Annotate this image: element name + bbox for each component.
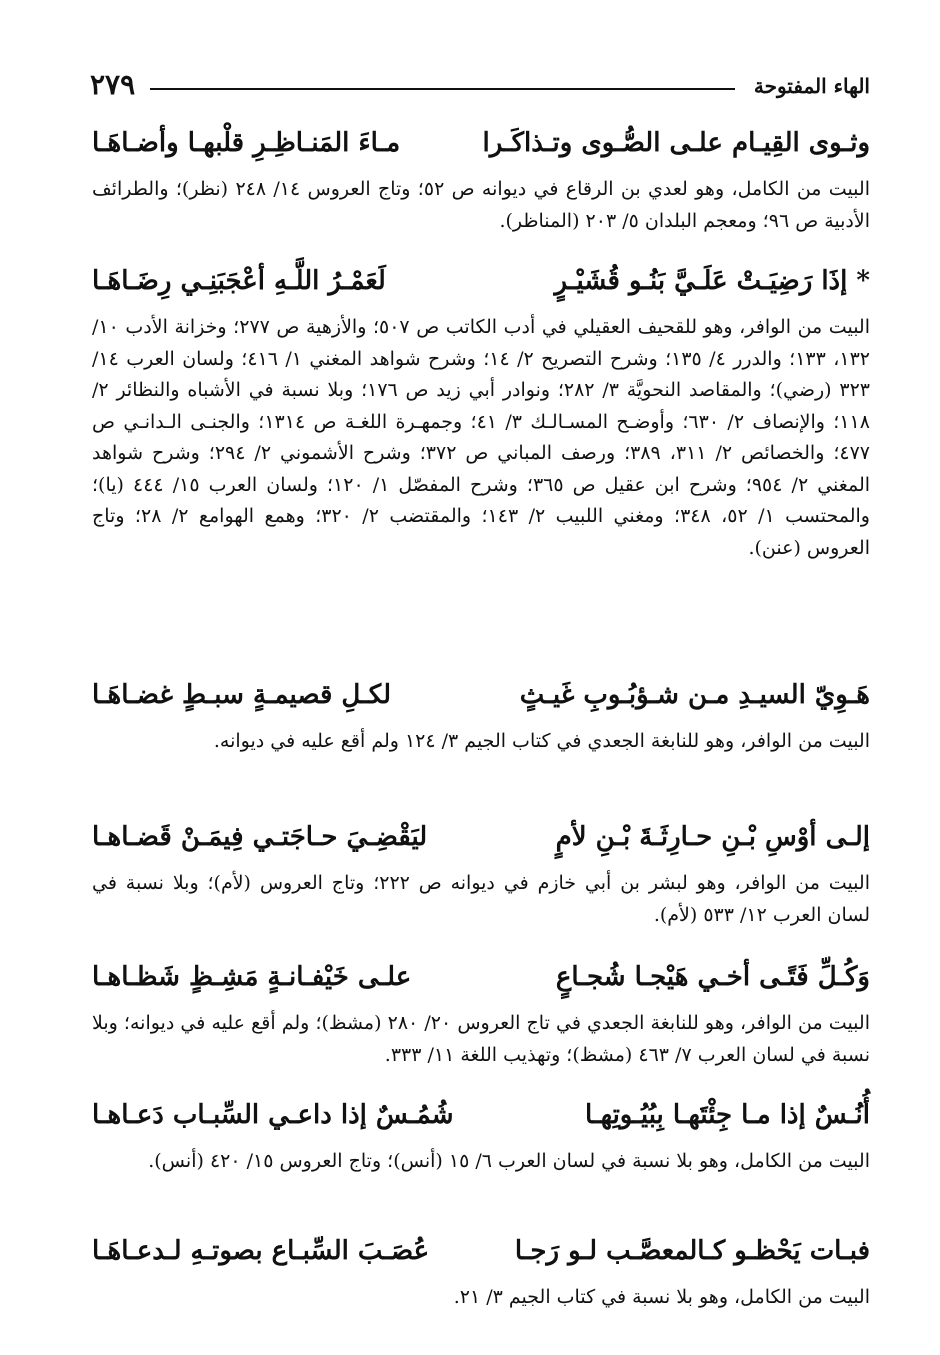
verse-entry-6 — [92, 1100, 870, 1178]
page-number: ٢٧٩ — [90, 68, 136, 101]
first-hemistich: * إذَا رَضِيَـتْ عَلَـيَّ بَنُـو قُشَيْـرٍ — [554, 266, 870, 296]
verse-line — [92, 962, 870, 1006]
verse-note: البيت من الوافر، وهو للنابغة الجعدي في كتاب الجيم ٣/ ١٢٤ ولم أقع عليه في ديوانه. — [213, 730, 870, 752]
first-hemistich: إلـى أوْسِ بْـنِ حـارِثَـةَ بْـنِ لأمٍ — [555, 822, 870, 852]
verse-line — [92, 266, 870, 310]
verse-entry-2 — [92, 266, 870, 564]
verse-note: البيت من الكامل، وهو بلا نسبة في كتاب الجيم ٣/ ٢١. — [453, 1286, 870, 1308]
second-hemistich: لَعَمْـرُ اللَّـهِ أعْجَبَنِـي رِضَـاهَـا — [92, 266, 386, 296]
verse-line — [92, 822, 870, 866]
first-hemistich: هَـوِيّ السيـدِ مـن شـؤبُـوبِ غَيـثٍ — [519, 680, 870, 710]
section-title: الهاء المفتوحة — [753, 74, 870, 98]
verse-note: البيت من الوافر، وهو لبشر بن أبي خازم في ديوانه ص ٢٢٢؛ وتاج العروس (لأم)؛ وبلا نسبة في لسان العرب ١٢/ ٥٣٣ (لأم). — [92, 872, 870, 926]
verse-line — [92, 1236, 870, 1280]
second-hemistich: عُصَـبَ السِّبـاع بصوتـهِ لـدعـاهَـا — [92, 1236, 430, 1266]
first-hemistich: فبـات يَحْظـو كـالمعصَّـب لـو رَجـا — [514, 1236, 870, 1266]
first-hemistich: أُنُـسٌ إذا مـا جِئْتَهـا بِبُيُـوتِهـا — [585, 1100, 870, 1130]
verse-line — [92, 680, 870, 724]
second-hemistich: شُمُـسٌ إذا داعـي السِّبـاب دَعـاهـا — [92, 1100, 454, 1130]
verse-entry-5 — [92, 962, 870, 1071]
first-hemistich: وثـوى القِيـام علـى الصُّـوى وتـذاكَـرا — [482, 128, 870, 158]
second-hemistich: لكـلِ قصيمـةٍ سبـطٍ غضـاهَـا — [92, 680, 392, 710]
second-hemistich: مـاءَ المَنـاظِـرِ قلْبهـا وأضـاهَـا — [92, 128, 401, 158]
verse-entry-4 — [92, 822, 870, 931]
verse-note: البيت من الوافر، وهو للنابغة الجعدي في تاج العروس ٢٠/ ٢٨٠ (مشظ)؛ ولم أقع عليه في ديوانه؛ وبلا نسبة في لسان العرب ٧/ ٤٦٣ (مشظ)؛ وتهذيب اللغة ١١/ ٣٣٣. — [92, 1012, 870, 1066]
first-hemistich: وَكُـلِّ فَتًـى أخـي هَيْجـا شُجـاعٍ — [555, 962, 870, 992]
verse-note: البيت من الكامل، وهو لعدي بن الرقاع في ديوانه ص ٥٢؛ وتاج العروس ١٤/ ٢٤٨ (نظر)؛ والطرائف الأدبية ص ٩٦؛ ومعجم البلدان ٥/ ٢٠٣ (المناظر). — [92, 178, 870, 232]
verse-note: البيت من الوافر، وهو للقحيف العقيلي في أدب الكاتب ص ٥٠٧؛ والأزهية ص ٢٧٧؛ وخزانة الأدب ١٠/ ١٣٢، ١٣٣؛ والدرر ٤/ ١٣٥؛ وشرح التصريح ٢/ ١٤؛ وشرح شواهد المغني ١/ ٤١٦؛ ولسان العرب ١٤/ ٣٢٣ (رضي)؛ والمقاصد النحويَّة ٣/ ٢٨٢؛ ونوادر أبي زيد ص ١٧٦؛ وبلا نسبة في الأشباه والنظائر ٢/ ١١٨؛ والإنصاف ٢/ ٦٣٠؛ وأوضـح المسـالـك ٣/ ٤١؛ وجمهـرة اللغـة ص ١٣١٤؛ والجنـى الـدانـي ص ٤٧٧؛ والخصائص ٢/ ٣١١، ٣٨٩؛ ورصف المباني ص ٣٧٢؛ وشرح الأشموني ٢/ ٢٩٤؛ وشرح شواهد المغني ٢/ ٩٥٤؛ وشرح ابن عقيل ص ٣٦٥؛ وشرح المفصّل ١/ ١٢٠؛ ولسان العرب ١٥/ ٤٤٤ (يا)؛ والمحتسب ١/ ٥٢، ٣٤٨؛ ومغني اللبيب ٢/ ١٤٣؛ والمقتضب ٢/ ٣٢٠؛ وهمع الهوامع ٢/ ٢٨؛ وتاج العروس (عنن). — [92, 316, 871, 559]
verse-entry-1 — [92, 128, 870, 237]
second-hemistich: علـى خَيْفـانـةٍ مَشِـظٍ شَظـاهـا — [92, 962, 412, 992]
running-header — [90, 70, 870, 110]
header-rule — [150, 88, 735, 90]
verse-entry-3 — [92, 680, 870, 758]
verse-note: البيت من الكامل، وهو بلا نسبة في لسان العرب ٦/ ١٥ (أنس)؛ وتاج العروس ١٥/ ٤٢٠ (أنس). — [148, 1150, 870, 1172]
verse-line — [92, 128, 870, 172]
verse-entry-7 — [92, 1236, 870, 1314]
verse-line — [92, 1100, 870, 1144]
second-hemistich: ليَقْضِـيَ حـاجَتـي فِيمَـنْ قَضـاهـا — [92, 822, 428, 852]
